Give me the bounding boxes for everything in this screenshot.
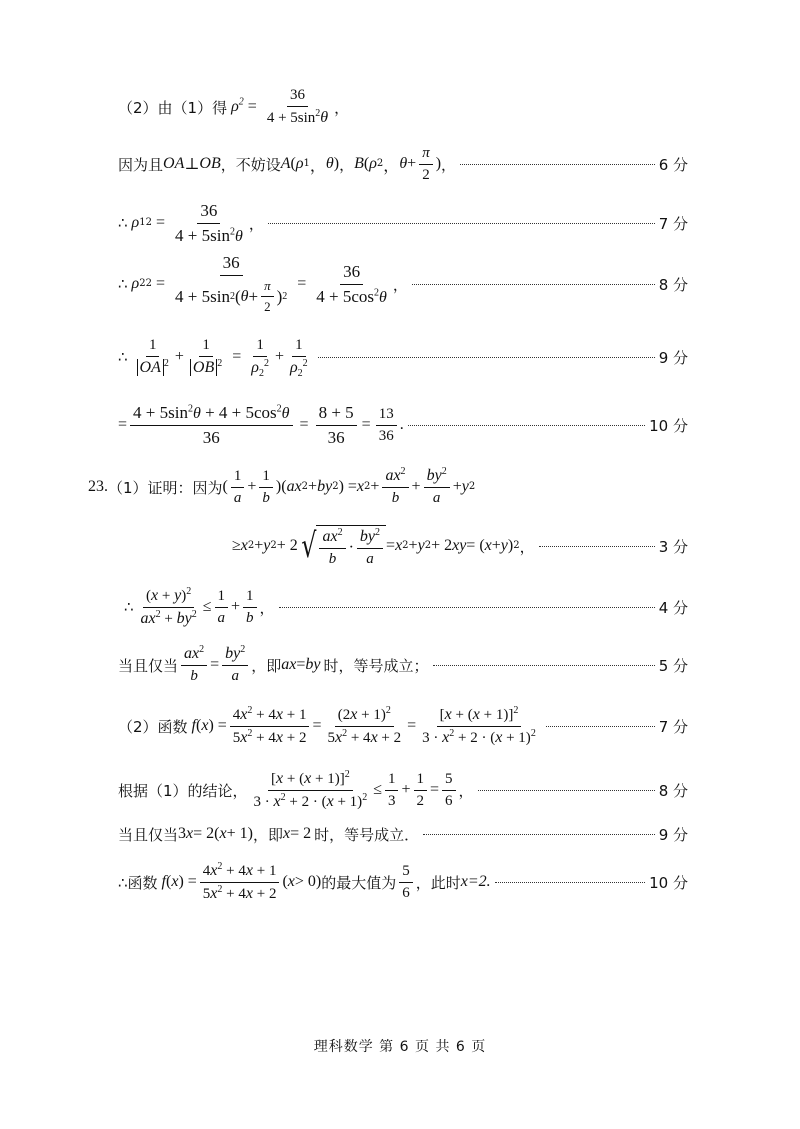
line-23-proof: 23. （1）证明：因为 ( $\frac{1}{a}$ + $\frac{1}{b}$ )( ax 2 + by 2 ) = x 2 + $\frac{ax^2}{b}$ + $\frac{by^2}{a}$ + y 2	[88, 466, 476, 506]
score-label: 5 分	[658, 656, 688, 675]
text-from-part1: （2）由（1）得	[118, 98, 228, 117]
score-label: 6 分	[658, 155, 688, 174]
line-rho1: ∴ ρ 1 2 = $\frac{36}{4 + 5\sin^2\theta}$ ， 7 分	[118, 200, 688, 245]
score-label: 8 分	[658, 275, 688, 294]
score-label: 4 分	[658, 598, 688, 617]
leader-dots	[408, 424, 645, 426]
page-footer: 理科数学 第 6 页 共 6 页	[313, 1039, 487, 1055]
score-label: 3 分	[658, 537, 688, 556]
leader-dots	[546, 725, 655, 727]
score-label: 10 分	[649, 873, 688, 892]
score-label: 8 分	[658, 781, 688, 800]
sqrt-symbol: √ $\frac{ax^2}{b}$ · $\frac{by^2}{a}$	[298, 525, 386, 568]
line-rho-squared: （2）由（1）得 $\rho^2$ = $\frac{36}{4 + 5\sin^2\theta}$ ，	[118, 87, 350, 126]
line-23-basis: 根据（1）的结论， $\frac{[x + (x + 1)]^2}{3 \cdot x^2 + 2 \cdot (x + 1)^2}$ ≤ $\frac{1}{3}$ + $\frac{1}{2}$ = $\frac{5}{6}$ ， 8 分	[118, 768, 688, 810]
leader-dots	[433, 664, 655, 666]
line-23-inequality: ∴ $\frac{(x + y)^2}{ax^2 + by^2}$ ≤ $\frac{1}{a}$ + $\frac{1}{b}$ ， 4 分	[124, 585, 688, 627]
problem-number: 23.	[88, 478, 108, 495]
line-reciprocal-sum: ∴ $\frac{1}{OA ^2}$ + $\frac{1}{OB ^2}$ = $\frac{1}{\rho_2^2}$ + $\frac{1}{\rho_2^2}$ 9 分	[118, 337, 688, 379]
line-rho2: ∴ ρ 2 2 = 36 4 + 5sin 2 ( θ + $\frac{\pi}{2}$ ) 2 = $\frac{36}{4 + 5\cos^2\theta}$ ， 8 分	[118, 253, 688, 314]
leader-dots	[423, 833, 655, 835]
frac-36-over: $\frac{36}{4 + 5\sin^2\theta}$	[266, 87, 329, 126]
line-23-part2-function: （2）函数 f ( x ) = $\frac{4x^2 + 4x + 1}{5x^2 + 4x + 2}$ = $\frac{(2x + 1)^2}{5x^2 + 4x + 2}$ = $\frac{[x + (x + 1)]^2}{3 \cdot x^2 + 2 \cdot (x + 1)^2}$ 7 分	[118, 704, 688, 746]
text-because: 因为且	[118, 155, 164, 174]
score-label: 9 分	[658, 348, 688, 367]
math-rho-sq: $\rho^2$	[231, 96, 244, 115]
leader-dots	[268, 222, 655, 224]
leader-dots	[495, 881, 645, 883]
line-result-13-36: = $\frac{4 + 5\sin^2\theta + 4 + 5\cos^2\theta}{36}$ = $\frac{8 + 5}{36}$ = $\frac{13}{36}$ . 10 分	[118, 402, 688, 447]
line-orthogonal: 因为且 OA ⊥ OB ，不妨设 A ( ρ 1 ， θ ) ， B ( ρ 2 ， θ + $\frac{\pi}{2}$ ) ， 6 分	[118, 144, 688, 183]
score-label: 7 分	[658, 717, 688, 736]
leader-dots	[539, 545, 655, 547]
leader-dots	[412, 283, 655, 285]
leader-dots	[279, 606, 655, 608]
text-proof-lead: （1）证明：因为	[108, 478, 223, 497]
score-label: 9 分	[658, 825, 688, 844]
line-23-conclusion: ∴函数 f ( x ) = $\frac{4x^2 + 4x + 1}{5x^2 + 4x + 2}$ ( x > 0) 的最大值为 $\frac{5}{6}$ ，此时 x=2. 10 分	[118, 860, 688, 902]
leader-dots	[478, 789, 655, 791]
line-23-equality2: 当且仅当 3 x = 2( x + 1) ，即 x = 2 时，等号成立． 9 分	[118, 825, 688, 844]
leader-dots	[460, 163, 655, 165]
score-label: 7 分	[658, 214, 688, 233]
line-23-equality-cond: 当且仅当 $\frac{ax^2}{b}$ = $\frac{by^2}{a}$ ，即 ax = by 时，等号成立； 5 分	[118, 644, 688, 684]
line-23-amgm: ≥ x 2 + y 2 + 2 √ $\frac{ax^2}{b}$ · $\frac{by^2}{a}$ = x 2 + y 2 + 2 xy = ( x + y ) 2 ， 3 分	[232, 526, 688, 567]
leader-dots	[318, 356, 655, 358]
text-assume: ，不妨设	[220, 155, 281, 174]
score-label: 10 分	[649, 416, 688, 435]
